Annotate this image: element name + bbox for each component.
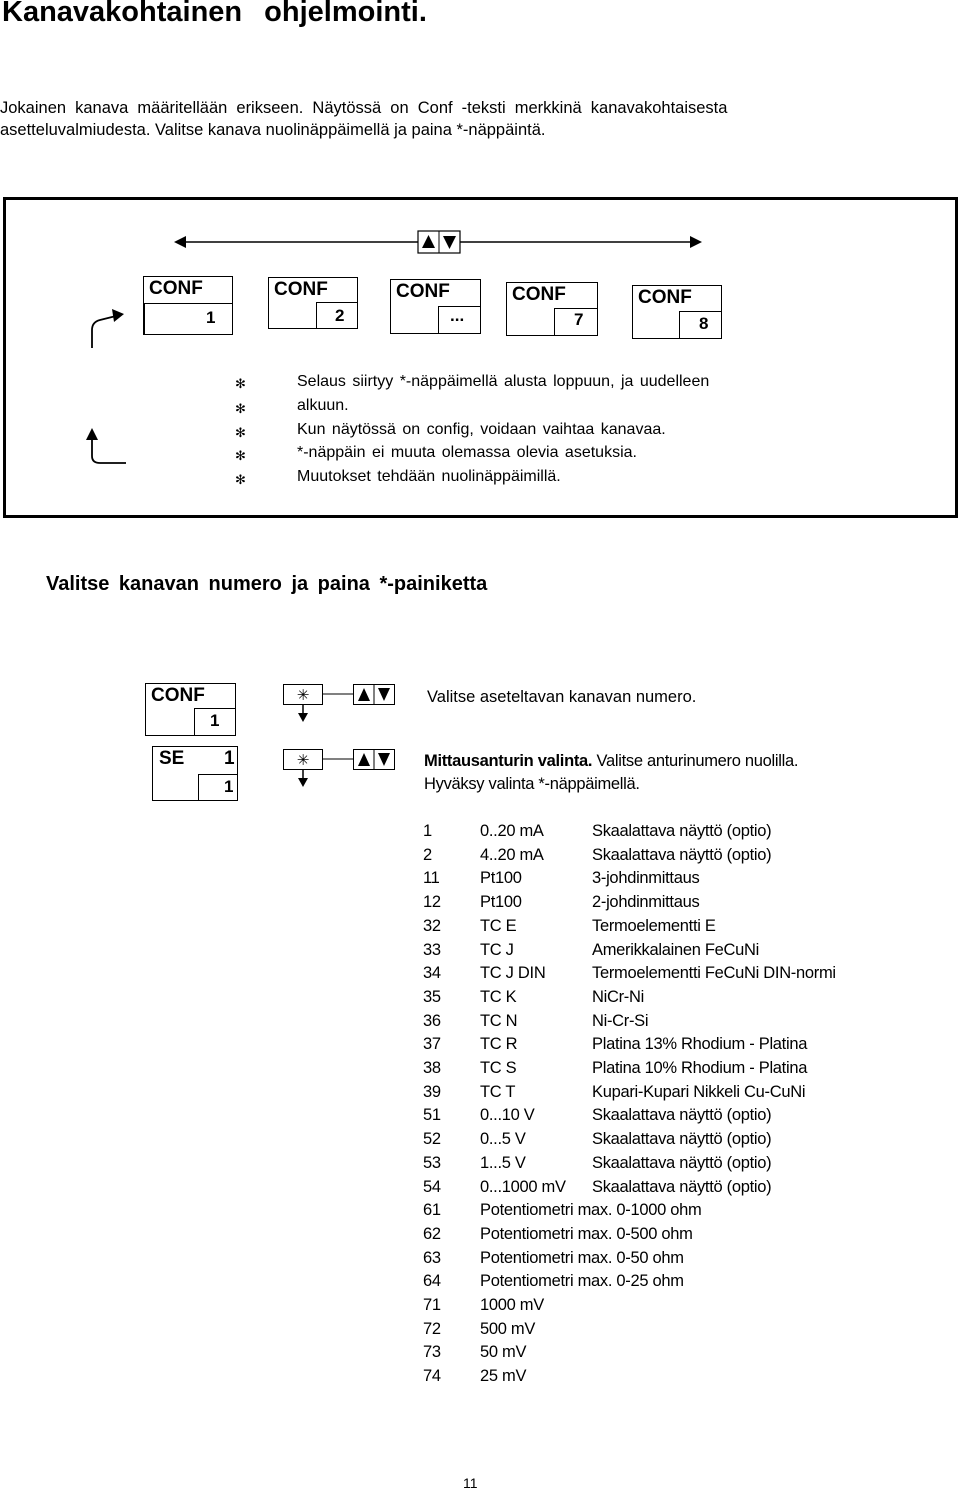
sensor-description: Ni-Cr-Si xyxy=(592,1011,649,1030)
sensor-type: TC K xyxy=(480,987,517,1006)
sensor-type: 0...1000 mV xyxy=(480,1177,566,1196)
sensor-description: 2-johdinmittaus xyxy=(592,893,700,912)
sensor-type: 0...10 V xyxy=(480,1106,535,1125)
sensor-type: 1000 mV xyxy=(480,1296,544,1314)
sensor-code: 1 xyxy=(423,822,432,840)
sensor-type: 4..20 mA xyxy=(480,845,544,864)
sensor-description: 3-johdinmittaus xyxy=(592,869,700,888)
asterisk-key-icon: ✳ xyxy=(296,686,310,704)
sensor-code: 74 xyxy=(423,1367,441,1386)
sensor-code: 12 xyxy=(423,893,441,912)
forward-curve xyxy=(92,316,116,348)
sensor-description: Skaalattava näyttö (optio) xyxy=(592,1106,772,1125)
sensor-description: Skaalattava näyttö (optio) xyxy=(592,822,772,840)
sensor-type: TC R xyxy=(480,1035,518,1054)
bullet-text: Kun näytössä on config, voidaan vaihtaa kanavaa. xyxy=(297,421,666,438)
step2-se-display xyxy=(152,746,238,801)
sensor-code: 62 xyxy=(423,1224,441,1243)
page-title: Kanavakohtainen ohjelmointi. xyxy=(2,0,427,28)
sensor-type: TC J xyxy=(480,940,514,959)
sensor-code: 36 xyxy=(423,1011,441,1030)
conf-display-1 xyxy=(143,276,233,335)
sensor-type: TC T xyxy=(480,1082,516,1101)
sensor-code: 72 xyxy=(423,1319,441,1338)
step2-keys-svg xyxy=(283,749,403,789)
sensor-type: Pt100 xyxy=(480,893,522,912)
sensor-description: Skaalattava näyttö (optio) xyxy=(592,845,772,864)
sensor-code: 32 xyxy=(423,916,441,935)
step1-description: Valitse aseteltavan kanavan numero. xyxy=(427,688,697,706)
conf-display-value: 2 xyxy=(335,306,345,325)
bullet-star-icon: ✻ xyxy=(235,448,246,463)
cycle-arrows-svg xyxy=(82,300,132,470)
conf-display-value: 8 xyxy=(699,314,709,333)
display-value: 1 xyxy=(224,777,234,796)
conf-display-4 xyxy=(506,282,598,336)
bullet-star-icon: ✻ xyxy=(235,376,246,391)
sensor-code: 38 xyxy=(423,1059,441,1077)
down-arrowhead-icon xyxy=(298,778,308,787)
conf-display-label: CONF xyxy=(149,278,203,299)
page-number: 11 xyxy=(463,1475,478,1491)
bullet-text: Selaus siirtyy *-näppäimellä alusta loppuun, ja uudelleen xyxy=(297,373,710,390)
sensor-type: 25 mV xyxy=(480,1367,527,1386)
return-arrowhead-icon xyxy=(86,428,98,440)
step2-description-bold: Mittausanturin valinta. xyxy=(424,752,593,770)
sensor-code: 35 xyxy=(423,987,441,1006)
sensor-type: Potentiometri max. 0-1000 ohm xyxy=(480,1201,702,1220)
step2-description-rest: Valitse anturinumero nuolilla. xyxy=(592,752,799,770)
conf-display-label: CONF xyxy=(274,279,328,300)
sensor-type: TC E xyxy=(480,916,517,935)
scroll-arrow-svg xyxy=(170,228,710,258)
sensor-code: 51 xyxy=(423,1106,441,1125)
conf-display-label: CONF xyxy=(512,284,566,305)
step2-description-line2: Hyväksy valinta *-näppäimellä. xyxy=(424,775,640,793)
down-arrowhead-icon xyxy=(298,713,308,722)
sensor-code: 33 xyxy=(423,940,441,959)
conf-display-value: 1 xyxy=(206,308,216,327)
conf-display-value: ... xyxy=(450,306,465,325)
step2-description xyxy=(424,752,798,771)
bullet-star-icon: ✻ xyxy=(235,425,246,440)
sensor-code: 2 xyxy=(423,845,432,864)
sensor-description: Skaalattava näyttö (optio) xyxy=(592,1177,772,1196)
sensor-code: 54 xyxy=(423,1177,441,1196)
sensor-code: 11 xyxy=(423,869,440,888)
sensor-code: 61 xyxy=(423,1201,441,1220)
bullet-star-icon: ✻ xyxy=(235,472,246,487)
right-arrowhead-icon xyxy=(690,236,702,248)
bullet-star-icon: ✻ xyxy=(235,401,246,416)
sensor-type: 0..20 mA xyxy=(480,822,544,840)
bullet-text: Muutokset tehdään nuolinäppäimillä. xyxy=(297,468,561,485)
sensor-type: Potentiometri max. 0-500 ohm xyxy=(480,1224,693,1243)
display-value: 1 xyxy=(210,711,220,730)
sensor-description: Amerikkalainen FeCuNi xyxy=(592,940,760,959)
sensor-code: 39 xyxy=(423,1082,441,1101)
sensor-code: 71 xyxy=(423,1296,441,1314)
sensor-code: 73 xyxy=(423,1343,441,1362)
sensor-description: Kupari-Kupari Nikkeli Cu-CuNi xyxy=(592,1082,806,1101)
intro-line-2: asetteluvalmiudesta. Valitse kanava nuolinäppäimellä ja paina *-näppäintä. xyxy=(0,121,546,139)
conf-display-label: CONF xyxy=(396,281,450,302)
sensor-description: Platina 13% Rhodium - Platina xyxy=(592,1035,808,1054)
sensor-description: Platina 10% Rhodium - Platina xyxy=(592,1059,808,1077)
step1-keys-svg xyxy=(283,684,403,724)
sensor-type: TC S xyxy=(480,1059,517,1077)
conf-display-5 xyxy=(632,285,722,339)
sensor-description: Skaalattava näyttö (optio) xyxy=(592,1130,772,1149)
bullet-text: *-näppäin ei muuta olemassa olevia asetuksia. xyxy=(297,444,637,461)
sensor-type: TC J DIN xyxy=(480,964,546,983)
step1-conf-display xyxy=(145,683,236,736)
sensor-code: 64 xyxy=(423,1272,441,1291)
section-subtitle: Valitse kanavan numero ja paina *-painiketta xyxy=(46,573,488,595)
sensor-type: 1...5 V xyxy=(480,1153,526,1172)
display-label: SE xyxy=(159,748,185,769)
sensor-description: NiCr-Ni xyxy=(592,987,644,1006)
intro-line-1: Jokainen kanava määritellään erikseen. Näytössä on Conf -teksti merkkinä kanavakohtaisesta xyxy=(0,99,728,117)
sensor-code: 34 xyxy=(423,964,441,983)
display-label: CONF xyxy=(151,685,205,706)
display-label-number: 1 xyxy=(224,748,235,769)
sensor-type: Potentiometri max. 0-50 ohm xyxy=(480,1248,684,1267)
conf-display-value: 7 xyxy=(574,310,584,329)
bullet-text: alkuun. xyxy=(297,397,349,414)
asterisk-key-icon: ✳ xyxy=(296,751,310,769)
sensor-code: 63 xyxy=(423,1248,441,1267)
sensor-type: Potentiometri max. 0-25 ohm xyxy=(480,1272,684,1291)
forward-arrowhead-icon xyxy=(112,309,124,322)
sensor-type: 500 mV xyxy=(480,1319,536,1338)
left-arrowhead-icon xyxy=(174,236,186,248)
return-curve xyxy=(92,438,126,463)
sensor-code: 37 xyxy=(423,1035,441,1054)
sensor-type: TC N xyxy=(480,1011,518,1030)
display-value-box xyxy=(144,303,232,334)
conf-display-3 xyxy=(390,279,481,334)
sensor-description: Termoelementti FeCuNi DIN-normi xyxy=(592,964,836,983)
sensor-code: 53 xyxy=(423,1153,441,1172)
sensor-description: Skaalattava näyttö (optio) xyxy=(592,1153,772,1172)
sensor-code: 52 xyxy=(423,1130,441,1149)
sensor-type: Pt100 xyxy=(480,869,522,888)
conf-display-2 xyxy=(268,277,358,329)
sensor-type: 50 mV xyxy=(480,1343,527,1362)
sensor-type: 0...5 V xyxy=(480,1130,526,1149)
conf-display-label: CONF xyxy=(638,287,692,308)
sensor-description: Termoelementti E xyxy=(592,916,716,935)
